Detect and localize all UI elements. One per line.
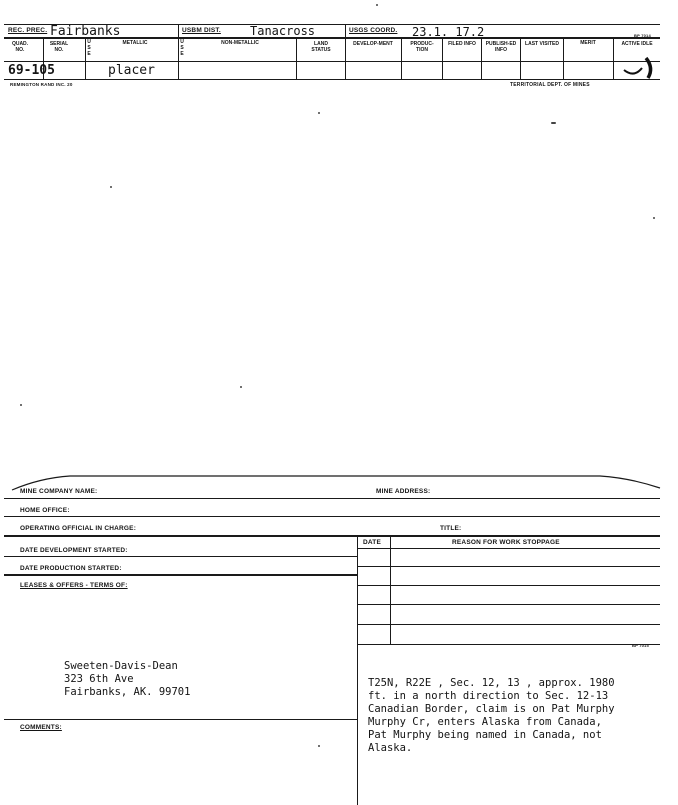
mine-company-label: MINE COMPANY NAME: bbox=[20, 488, 98, 495]
col-published-info: PUBLISH-ED INFO bbox=[485, 41, 517, 53]
col-metallic: METALLIC bbox=[122, 40, 148, 46]
location-note-line: Alaska. bbox=[368, 742, 413, 754]
usgs-coord-label: USGS COORD. bbox=[349, 27, 398, 34]
comments-label: COMMENTS: bbox=[20, 724, 62, 731]
home-office-label: HOME OFFICE: bbox=[20, 507, 70, 514]
location-note-line: T25N, R22E , Sec. 12, 13 , approx. 1980 bbox=[368, 677, 615, 689]
mine-address-label: MINE ADDRESS: bbox=[376, 488, 431, 495]
operating-official-label: OPERATING OFFICIAL IN CHARGE: bbox=[20, 525, 137, 532]
col-active-idle: ACTIVE IDLE bbox=[621, 41, 653, 47]
usbm-dist-value: Tanacross bbox=[250, 24, 316, 38]
title-label: TITLE: bbox=[440, 525, 462, 532]
reason-col-header: REASON FOR WORK STOPPAGE bbox=[452, 539, 560, 546]
owner-name: Sweeten-Davis-Dean bbox=[64, 660, 178, 672]
col-non-metallic: NON-METALLIC bbox=[221, 40, 259, 46]
col-merit: MERIT bbox=[580, 40, 596, 46]
lower-card-top-edge bbox=[0, 474, 678, 494]
col-use-1: U S E bbox=[87, 39, 91, 57]
owner-street: 323 6th Ave bbox=[64, 673, 134, 685]
col-quad-no: QUAD. NO. bbox=[11, 41, 29, 53]
form-number-top: BP 7014 bbox=[634, 33, 651, 38]
location-note-line: Canadian Border, claim is on Pat Murphy bbox=[368, 703, 615, 715]
location-note-line: ft. in a north direction to Sec. 12-13 bbox=[368, 690, 609, 702]
record-quad-serial: 69-105 bbox=[8, 63, 55, 78]
active-check-mark bbox=[618, 54, 662, 82]
rec-prec-label: REC. PREC. bbox=[8, 27, 48, 34]
data-row-top-rule bbox=[4, 61, 660, 62]
col-development: DEVELOP-MENT bbox=[353, 41, 393, 47]
date-production-label: DATE PRODUCTION STARTED: bbox=[20, 565, 122, 572]
col-filed-info: FILED INFO bbox=[448, 41, 476, 47]
row-bottom-rule bbox=[4, 79, 660, 80]
dept-footer: TERRITORIAL DEPT. OF MINES bbox=[510, 82, 590, 88]
owner-city: Fairbanks, AK. 99701 bbox=[64, 686, 191, 698]
form-number-bottom: BP 7015 bbox=[632, 643, 649, 648]
location-note-line: Pat Murphy being named in Canada, not bbox=[368, 729, 602, 741]
rec-prec-value: Fairbanks bbox=[50, 24, 121, 39]
date-col-header: DATE bbox=[363, 539, 382, 546]
col-last-visited: LAST VISITED bbox=[525, 41, 559, 47]
col-land-status: LAND STATUS bbox=[311, 41, 331, 53]
usgs-coord-value: 23.1. 17.2 bbox=[412, 25, 485, 39]
record-metallic: placer bbox=[108, 63, 155, 78]
location-note-line: Murphy Cr, enters Alaska from Canada, bbox=[368, 716, 602, 728]
col-use-2: U S E bbox=[180, 39, 184, 57]
col-production: PRODUC-TION bbox=[410, 41, 434, 53]
printer-footer: REMINGTON RAND INC. 20 bbox=[10, 82, 73, 87]
leases-label: LEASES & OFFERS - TERMS OF: bbox=[20, 582, 128, 589]
col-serial-no: SERIAL NO. bbox=[49, 41, 69, 53]
usbm-dist-label: USBM DIST. bbox=[182, 27, 221, 34]
date-development-label: DATE DEVELOPMENT STARTED: bbox=[20, 547, 128, 554]
